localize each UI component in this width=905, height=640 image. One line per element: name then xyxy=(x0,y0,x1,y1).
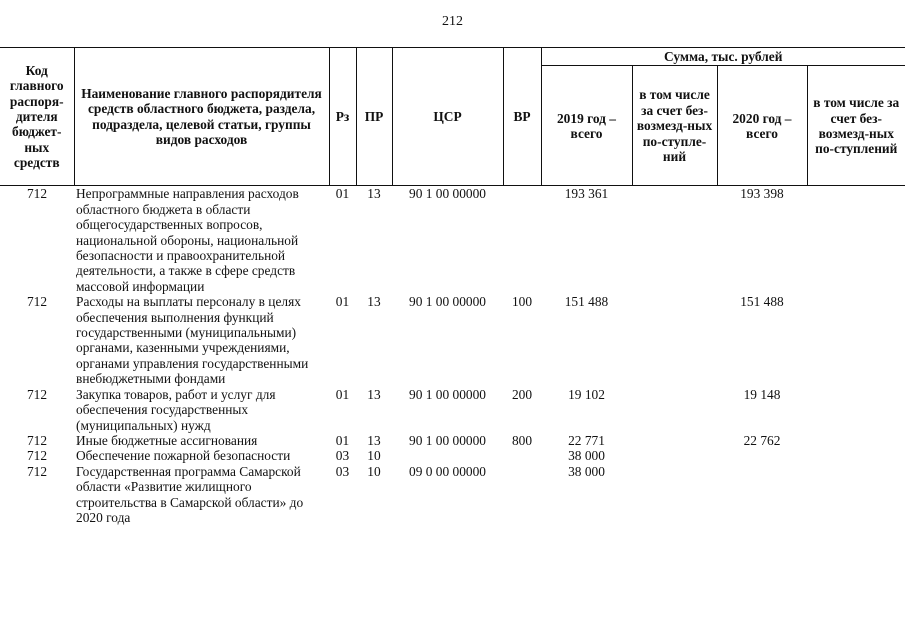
cell-vr: 200 xyxy=(511,386,533,402)
cell-grant-2020 xyxy=(807,294,905,386)
cell-csr: 09 0 00 00000 xyxy=(409,463,486,479)
header-2019-grant: в том числе за счет без-возмезд-ных по-ступле-ний xyxy=(632,66,717,186)
header-code: Код главного распоря-дителя бюджет-ных средств xyxy=(0,48,74,186)
cell-name: Закупка товаров, работ и услуг для обеспечения государственных (муниципальных) нужд xyxy=(76,386,276,433)
cell-rz: 01 xyxy=(335,186,350,202)
cell-grant-2019 xyxy=(632,186,717,294)
cell-rz: 01 xyxy=(335,386,350,402)
cell-sum-2019: 151 488 xyxy=(564,294,609,310)
header-csr: ЦСР xyxy=(392,48,503,186)
cell-grant-2019 xyxy=(632,294,717,386)
cell-grant-2020 xyxy=(807,186,905,294)
cell-pr: 13 xyxy=(367,294,381,310)
cell-sum-2020: 151 488 xyxy=(740,294,784,310)
cell-vr xyxy=(503,464,541,526)
cell-rz: 03 xyxy=(335,463,350,479)
cell-code: 712 xyxy=(26,294,48,310)
cell-csr xyxy=(392,448,503,463)
cell-pr: 13 xyxy=(367,186,381,202)
cell-grant-2019 xyxy=(632,433,717,448)
table-row xyxy=(0,464,905,526)
cell-pr: 10 xyxy=(367,463,381,479)
cell-csr: 90 1 00 00000 xyxy=(409,432,486,448)
cell-pr: 10 xyxy=(367,448,381,464)
cell-rz: 03 xyxy=(335,448,350,464)
cell-pr: 13 xyxy=(367,386,381,402)
cell-code: 712 xyxy=(26,432,48,448)
table-row xyxy=(0,387,905,433)
cell-vr: 800 xyxy=(511,432,533,448)
cell-code: 712 xyxy=(26,186,48,202)
cell-code: 712 xyxy=(26,463,48,479)
cell-rz: 01 xyxy=(335,294,350,310)
cell-pr: 13 xyxy=(367,432,381,448)
cell-sum-2020: 19 148 xyxy=(743,386,781,402)
cell-csr: 90 1 00 00000 xyxy=(409,294,486,310)
header-2020-grant: в том числе за счет без-возмезд-ных по-ступлений xyxy=(807,66,905,186)
cell-sum-2019: 38 000 xyxy=(568,463,605,479)
cell-sum-2020 xyxy=(717,448,807,463)
cell-name: Иные бюджетные ассигнования xyxy=(76,432,258,448)
cell-vr xyxy=(503,186,541,294)
cell-vr xyxy=(503,448,541,463)
header-sum-group: Сумма, тыс. рублей xyxy=(541,48,905,66)
cell-grant-2019 xyxy=(632,448,717,463)
table-row xyxy=(0,448,905,463)
cell-grant-2019 xyxy=(632,387,717,433)
page-number: 212 xyxy=(442,14,463,29)
cell-code: 712 xyxy=(26,448,48,464)
table-row xyxy=(0,433,905,448)
table-row xyxy=(0,294,905,386)
header-vr: ВР xyxy=(503,48,541,186)
header-2020-total: 2020 год – всего xyxy=(717,66,807,186)
budget-table xyxy=(0,47,905,525)
cell-grant-2019 xyxy=(632,464,717,526)
header-name: Наименование главного распорядителя средств областного бюджета, раздела, подраздела, целевой статьи, группы видов расходов xyxy=(74,48,329,186)
cell-sum-2019: 22 771 xyxy=(568,432,605,448)
header-pr: ПР xyxy=(356,48,392,186)
cell-csr: 90 1 00 00000 xyxy=(409,386,486,402)
table-row xyxy=(0,186,905,294)
header-rz: Рз xyxy=(329,48,356,186)
cell-grant-2020 xyxy=(807,464,905,526)
cell-sum-2020: 22 762 xyxy=(743,432,781,448)
cell-sum-2019: 38 000 xyxy=(568,448,605,464)
cell-vr: 100 xyxy=(511,294,533,310)
cell-grant-2020 xyxy=(807,387,905,433)
header-2019-total: 2019 год – всего xyxy=(541,66,632,186)
cell-sum-2020: 193 398 xyxy=(740,186,784,202)
cell-name: Непрограммные направления расходов областного бюджета в области общегосударственных вопросов, национальной обороны, национальной безопасности и правоохранительной деятельности, а также в сфере средств массовой информации xyxy=(76,186,299,294)
cell-rz: 01 xyxy=(335,432,350,448)
cell-grant-2020 xyxy=(807,433,905,448)
cell-name: Обеспечение пожарной безопасности xyxy=(76,448,291,464)
cell-grant-2020 xyxy=(807,448,905,463)
cell-name: Государственная программа Самарской области «Развитие жилищного строительства в Самарской области» до 2020 года xyxy=(76,463,304,525)
cell-code: 712 xyxy=(26,386,48,402)
cell-csr: 90 1 00 00000 xyxy=(409,186,486,202)
cell-sum-2019: 19 102 xyxy=(568,386,605,402)
cell-sum-2020 xyxy=(717,464,807,526)
cell-sum-2019: 193 361 xyxy=(564,186,609,202)
cell-name: Расходы на выплаты персоналу в целях обеспечения выполнения функций государственными (муниципальными) органами, казенными учреждениями, органами управления государственными внебюджетными фондами xyxy=(76,294,309,387)
